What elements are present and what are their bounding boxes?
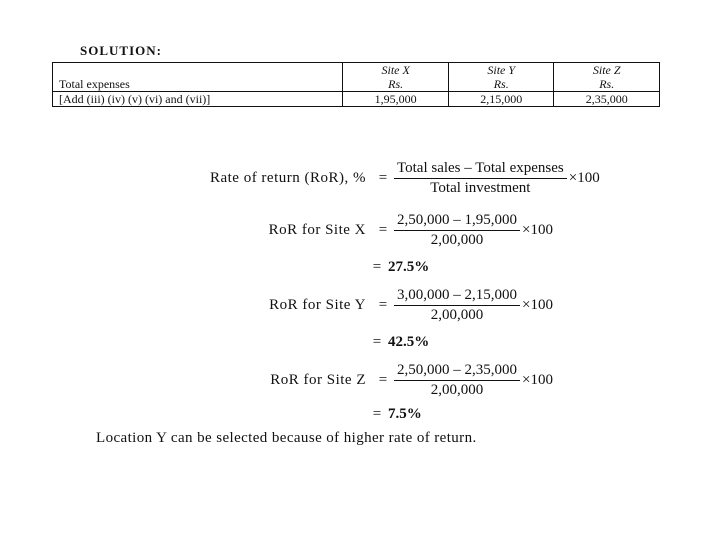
- site-x-unit: Rs.: [388, 77, 404, 91]
- site-x-total: 1,95,000: [343, 92, 449, 107]
- formula-denominator: Total investment: [430, 180, 531, 196]
- ror-site-x-row: [160, 212, 553, 249]
- ror-site-y-label: RoR for Site Y: [269, 297, 366, 313]
- total-expenses-label: Total expenses: [53, 63, 343, 92]
- site-z-unit: Rs.: [599, 77, 615, 91]
- formula-multiplier: ×100: [568, 170, 600, 186]
- ror-site-x-result: 27.5%: [388, 259, 430, 275]
- ror-site-z-denominator: 2,00,000: [430, 382, 484, 398]
- site-z-total: 2,35,000: [554, 92, 660, 107]
- ror-site-x-result-row: [366, 259, 429, 276]
- solution-heading: SOLUTION:: [80, 43, 162, 58]
- equals-sign: =: [378, 372, 388, 388]
- equals-sign: =: [372, 334, 382, 350]
- ror-site-y-multiplier: ×100: [522, 297, 553, 313]
- site-y-total: 2,15,000: [448, 92, 554, 107]
- ror-site-z-fraction: [394, 362, 520, 399]
- ror-site-y-denominator: 2,00,000: [430, 307, 484, 323]
- ror-site-x-label: RoR for Site X: [268, 222, 366, 238]
- equals-sign: =: [372, 406, 382, 422]
- ror-site-z-result: 7.5%: [388, 406, 422, 422]
- equals-sign: =: [378, 170, 388, 186]
- site-x-name: Site X: [381, 63, 410, 77]
- equals-sign: =: [378, 222, 388, 238]
- ror-site-y-result-row: [366, 334, 429, 351]
- ror-site-z-row: [160, 362, 553, 399]
- ror-site-y-fraction: [394, 287, 520, 324]
- site-z-name: Site Z: [592, 63, 621, 77]
- conclusion-text: Location Y can be selected because of higher rate of return.: [96, 430, 477, 446]
- ror-site-y-result: 42.5%: [388, 334, 430, 350]
- ror-site-y-numerator: 3,00,000 – 2,15,000: [394, 287, 520, 306]
- ror-site-z-result-row: [366, 406, 422, 423]
- site-y-unit: Rs.: [493, 77, 509, 91]
- ror-site-x-multiplier: ×100: [522, 222, 553, 238]
- equals-sign: =: [378, 297, 388, 313]
- ror-site-z-label: RoR for Site Z: [270, 372, 366, 388]
- ror-site-z-numerator: 2,50,000 – 2,35,000: [394, 362, 520, 381]
- formula-row: [160, 160, 600, 197]
- ror-site-x-denominator: 2,00,000: [430, 232, 484, 248]
- equals-sign: =: [372, 259, 382, 275]
- add-items-label: [Add (iii) (iv) (v) (vi) and (vii)]: [53, 92, 343, 107]
- ror-site-x-fraction: [394, 212, 520, 249]
- formula-fraction: [394, 160, 567, 197]
- ror-site-y-row: [160, 287, 553, 324]
- site-y-name: Site Y: [487, 63, 516, 77]
- ror-site-z-multiplier: ×100: [522, 372, 553, 388]
- formula-lhs: Rate of return (RoR), %: [209, 170, 366, 186]
- formula-numerator: Total sales – Total expenses: [394, 160, 567, 179]
- ror-site-x-numerator: 2,50,000 – 1,95,000: [394, 212, 520, 231]
